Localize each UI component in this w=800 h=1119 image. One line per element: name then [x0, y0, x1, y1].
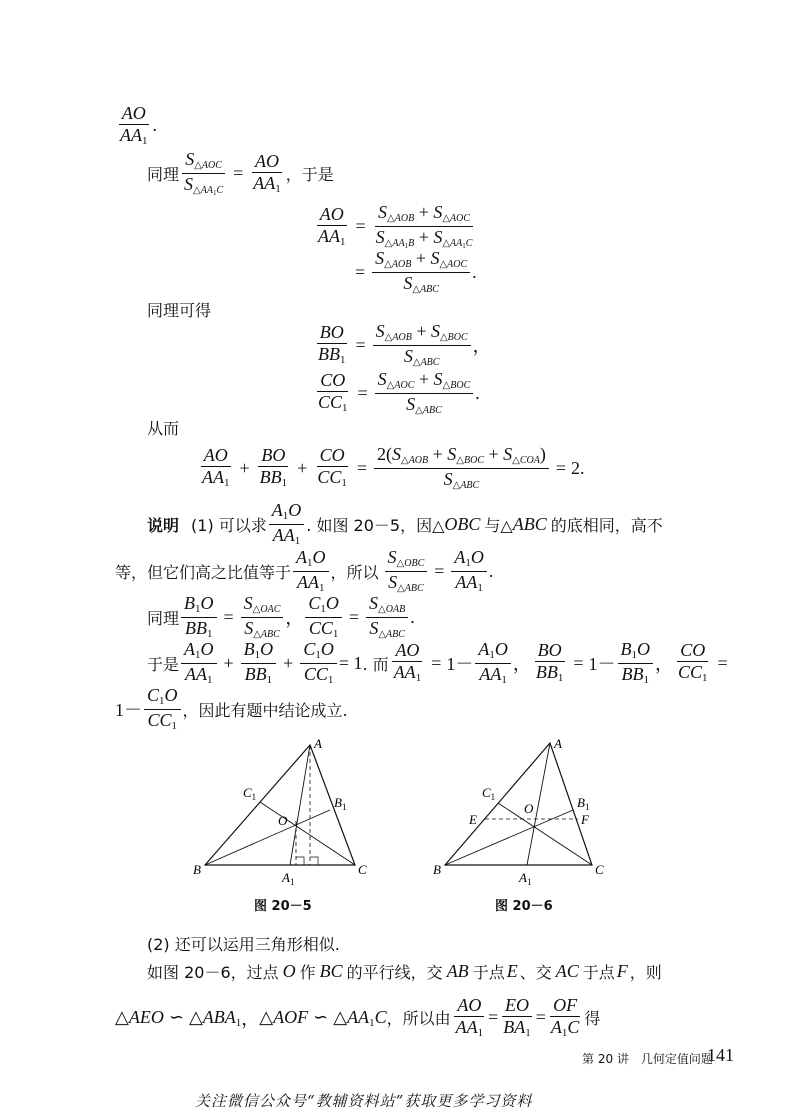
value-two: 2. — [571, 457, 585, 478]
text-para3-mid: ，所以由 — [386, 1009, 451, 1029]
text-tongli-kede: 同理可得 — [147, 301, 212, 320]
point-c: C — [358, 862, 367, 877]
point-c1: $C_1$ — [482, 785, 496, 802]
equation-sum-two: $\frac{AO}{AA_1}$ + $\frac{BO}{BB_1}$ + $\frac{CO}{CC_1}$ = $\frac{\text{2(S△AOB + S△BOC + S△COA)}}{\text{S△ABC}}$ = 2. — [202, 444, 585, 491]
text-yushi2: 于是 — [147, 654, 180, 674]
line-para2: 如图 20－6，过点 O 作 BC 的平行线，交 AB 于点 E 、交 AC 于点 F ，则 — [147, 961, 662, 982]
comma: ， — [285, 608, 304, 629]
point-b1: $B_1$ — [577, 795, 590, 812]
fraction-ao-aa1-top: $\frac{AO}{AA_1}$ . — [120, 103, 157, 147]
comma: ， — [472, 336, 491, 356]
equation-ao-result: = $\frac{\text{S△AOB + S△AOC}}{\text{S△ABC}}$ . — [355, 248, 477, 295]
point-a1: $A_1$ — [519, 870, 532, 885]
triangle-abc — [445, 743, 592, 865]
text-tongli: 同理 — [147, 608, 180, 628]
text-note1c: 与△ — [484, 515, 513, 535]
cevian-cc1 — [498, 803, 592, 865]
text-one-minus: 1－ — [588, 654, 616, 675]
text-congr: 从而 — [147, 419, 180, 438]
label-shuoming: 说明 — [147, 515, 180, 535]
figure-20-6 — [430, 735, 620, 885]
period: . — [152, 115, 157, 136]
point-b: B — [193, 862, 201, 877]
right-angle-a — [310, 857, 318, 865]
text-note1d: 的底相同，高不 — [550, 515, 663, 535]
comma: ， — [655, 654, 673, 675]
figure-caption-20-6: 图 20－6 — [495, 899, 553, 914]
text-note1a: (1) 可以求 — [191, 515, 267, 535]
line-height-ratio: 等，但它们高之比值等于 $\frac{A_1O}{AA_1}$ ，所以 $\frac{\text{S△OBC}}{\text{S△ABC}}$ = $\frac{A_1O}{AA_1}$ . — [115, 547, 494, 594]
text-er: . 而 — [362, 654, 389, 674]
period: . — [410, 606, 415, 627]
text-tongli: 同理 — [147, 164, 180, 184]
point-c1: $C_1$ — [243, 785, 257, 802]
footer-chapter-title: 第 20 讲 几何定值问题 — [582, 1052, 713, 1066]
comma: ， — [241, 1008, 260, 1029]
text-para2d: 于点 — [472, 963, 505, 982]
text-para2f: 于点 — [582, 963, 615, 982]
line-tongli-1: 同理 $\frac{\text{S△AOC}}{S\triangle AA_1C}$ = $\frac{AO}{AA_1}$ ，于是 — [147, 149, 334, 197]
point-e: E — [469, 812, 477, 827]
point-a: A — [314, 736, 322, 751]
text-para2e: 、交 — [519, 963, 552, 982]
line-conclusion: 1－ $\frac{C_1O}{CC_1}$ ，因此有题中结论成立. — [115, 685, 348, 732]
text-note2: (2) 还可以运用三角形相似. — [147, 935, 340, 954]
text-para3-end: 得 — [584, 1009, 601, 1029]
text-note1b: . 如图 20－5，因△ — [306, 515, 445, 535]
text-equals-one: = 1 — [338, 652, 363, 673]
period: . — [472, 261, 477, 282]
point-b1: $B_1$ — [334, 795, 347, 812]
text-para2b: 作 — [299, 963, 316, 982]
line-similar: △AEO ∽ $\triangle ABA_1$ ， △AOF ∽ $\triangle AA_1C$ ，所以由 $\frac{AO}{AA_1}$ = $\frac{EO}{BA_1}$ = $\frac{OF}{A_1C}$ 得 — [115, 995, 601, 1039]
text-one-minus: 1－ — [115, 700, 142, 721]
triangle-abc — [205, 745, 355, 865]
point-c: C — [595, 862, 604, 877]
cevian-cc1 — [260, 802, 355, 865]
page-number: 141 — [707, 1045, 734, 1065]
equation-bo: $\frac{BO}{BB_1}$ = $\frac{\text{S△AOB + S△BOC}}{\text{S△ABC}}$ ， — [318, 321, 491, 368]
text-line-b1: 等，但它们高之比值等于 — [115, 562, 292, 582]
point-o: O — [524, 801, 534, 816]
period: . — [475, 382, 480, 403]
text-para2a: 如图 20－6，过点 — [147, 963, 279, 982]
text-conclusion: ，因此有题中结论成立. — [182, 700, 348, 720]
point-b: B — [433, 862, 441, 877]
point-a1: $A_1$ — [282, 870, 295, 885]
text-para2g: ，则 — [629, 963, 662, 982]
text-line-b2: ，所以 — [330, 562, 379, 582]
figure-caption-20-5: 图 20－5 — [254, 899, 312, 914]
point-o: O — [278, 813, 288, 828]
line-yushi-sum: 于是 $\frac{A_1O}{AA_1}$ + $\frac{B_1O}{BB_1}$ + $\frac{C_1O}{CC_1}$ = 1 . 而 $\frac{AO}{AA_1}$ = 1－ $\frac{A_1O}{AA_1}$ ， $\frac{BO}{BB_1}$ = 1－ $\frac{B_1O}{BB_1}$ ， $\frac{CO}{CC_1}$ = — [147, 639, 728, 686]
cevian-bb1 — [445, 810, 573, 865]
equation-co: $\frac{CO}{CC_1}$ = $\frac{\text{S△AOC + S△BOC}}{\text{S△ABC}}$ . — [318, 369, 480, 416]
point-f: F — [581, 812, 589, 827]
comma: ， — [512, 654, 531, 675]
figure-20-5 — [190, 735, 380, 885]
text-yushi: ，于是 — [285, 164, 334, 184]
period: . — [488, 560, 494, 581]
text-one-minus: 1－ — [446, 654, 474, 675]
equation-ao-sum: $\frac{AO}{AA_1}$ = $\frac{\text{S△AOB + S△AOC}}{S\triangle AA_1B + S\triangle AA_1C}$ — [318, 202, 473, 250]
footer-banner: 关注微信公众号“教辅资料站”获取更多学习资料 — [195, 1092, 533, 1110]
line-tongli-2: 同理 $\frac{B_1O}{BB_1}$ = $\frac{\text{S△OAC}}{\text{S△ABC}}$ ， $\frac{C_1O}{CC_1}$ = $\frac{\text{S△OAB}}{\text{S△ABC}}$ . — [147, 593, 415, 640]
point-a: A — [554, 736, 562, 751]
cevian-aa1 — [290, 745, 310, 865]
line-shuoming: 说明 (1) 可以求 $\frac{A_1O}{AA_1}$ . 如图 20－5，因△ OBC 与△ ABC 的底相同，高不 — [147, 500, 663, 547]
text-para2c: 的平行线，交 — [346, 963, 443, 982]
right-angle-o — [296, 857, 304, 865]
